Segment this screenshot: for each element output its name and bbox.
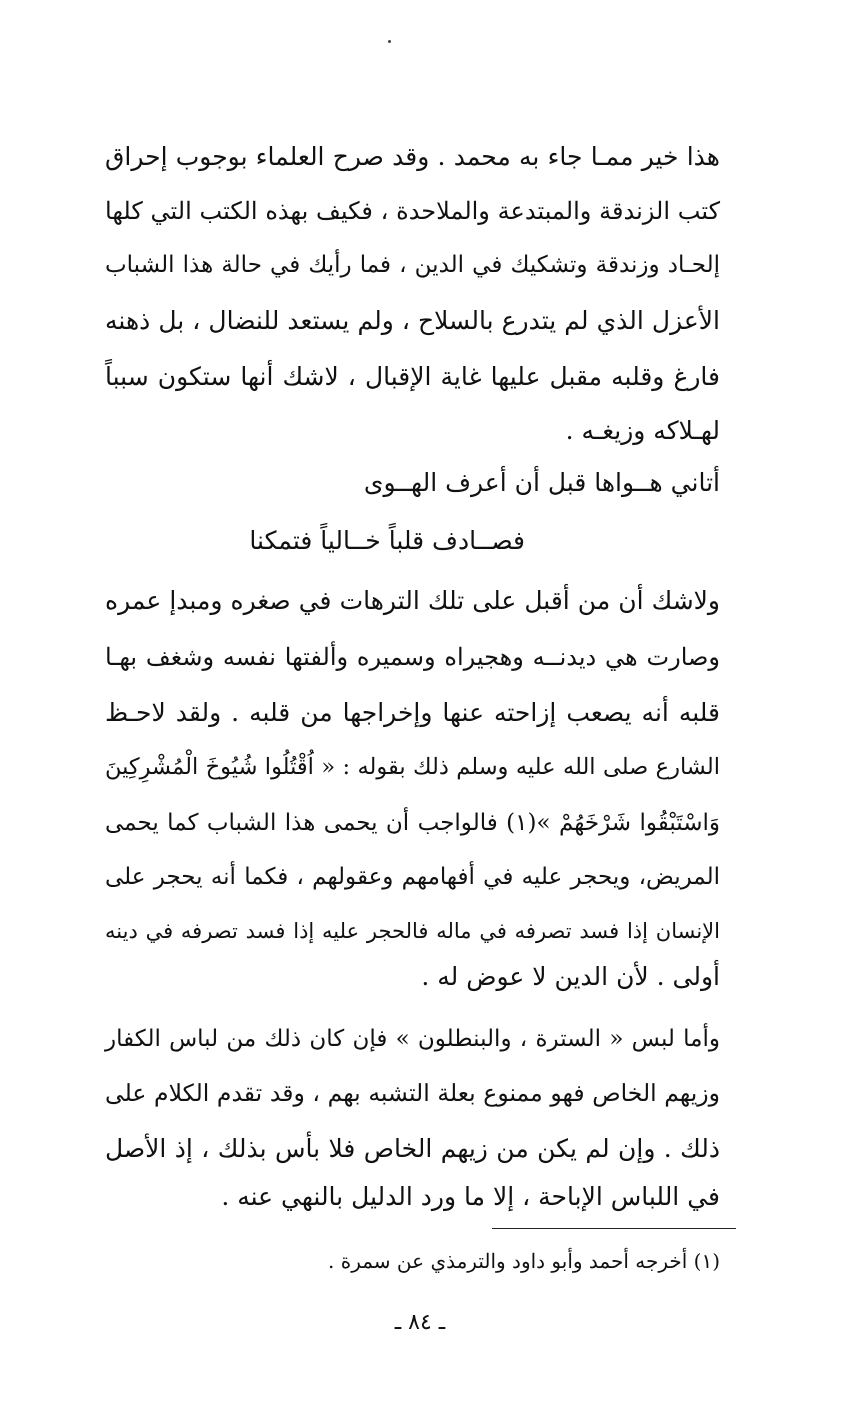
- paragraph1-line-2: كتب الزندقة والمبتدعة والملاحدة ، فكيف بهذه الكتب التي كلها: [105, 197, 720, 225]
- speck-mark: [388, 40, 391, 43]
- paragraph3-line-1: وأما لبس « السترة ، والبنطلون » فإن كان ذلك من لباس الكفار: [105, 1026, 720, 1052]
- paragraph3-line-3: ذلك . وإن لم يكن من زيهم الخاص فلا بأس بذلك ، إذ الأصل: [105, 1134, 720, 1163]
- paragraph3-line-4: في اللباس الإباحة ، إلا ما ورد الدليل بالنهي عنه .: [221, 1182, 720, 1211]
- paragraph2-line-6: المريض، ويحجر عليه في أفهامهم وعقولهم ، فكما أنه يحجر على: [105, 864, 720, 890]
- paragraph2-line-7: الإنسان إذا فسد تصرفه في ماله فالحجر عليه إذا فسد تصرفه في دينه: [105, 919, 720, 943]
- paragraph1-line-3: إلحـاد وزندقة وتشكيك في الدين ، فما رأيك في حالة هذا الشباب: [105, 252, 720, 278]
- paragraph2-line-5: وَاسْتَبْقُوا شَرْخَهُمْ »(١) فالواجب أن يحمى هذا الشباب كما يحمى: [105, 810, 721, 836]
- paragraph2-line-2: وصارت هي ديدنــه وهجيراه وسميره وألفتها نفسه وشغف بهـا: [105, 643, 720, 671]
- verse-line-1: أتاني هــواها قبل أن أعرف الهــوى: [363, 468, 720, 497]
- page-number: ـ ٨٤ ـ: [394, 1310, 446, 1335]
- verse-line-2: فصــادف قلباً خــالياً فتمكنا: [249, 526, 525, 555]
- paragraph1-line-1: هذا خير ممـا جاء به محمد . وقد صرح العلماء بوجوب إحراق: [105, 142, 720, 171]
- footnote-divider: [492, 1228, 736, 1229]
- paragraph1-line-6: لهـلاكه وزيغـه .: [565, 416, 720, 445]
- paragraph2-line-8: أولى . لأن الدين لا عوض له .: [421, 962, 720, 991]
- paragraph2-line-1: ولاشك أن من أقبل على تلك الترهات في صغره ومبدإ عمره: [105, 586, 720, 615]
- paragraph2-line-3: قلبه أنه يصعب إزاحته عنها وإخراجها من قلبه . ولقد لاحـظ: [105, 698, 720, 727]
- paragraph3-line-2: وزيهم الخاص فهو ممنوع بعلة التشبه بهم ، وقد تقدم الكلام على: [105, 1079, 720, 1107]
- paragraph1-line-5: فارغ وقلبه مقبل عليها غاية الإقبال ، لاشك أنها ستكون سبباً: [105, 362, 720, 391]
- paragraph1-line-4: الأعزل الذي لم يتدرع بالسلاح ، ولم يستعد للنضال ، بل ذهنه: [105, 306, 720, 335]
- footnote: (١) أخرجه أحمد وأبو داود والترمذي عن سمرة .: [328, 1249, 720, 1273]
- paragraph2-line-4: الشارع صلى الله عليه وسلم ذلك بقوله : « اُقْتُلُوا شُيُوخَ الْمُشْرِكِينَ: [105, 754, 720, 780]
